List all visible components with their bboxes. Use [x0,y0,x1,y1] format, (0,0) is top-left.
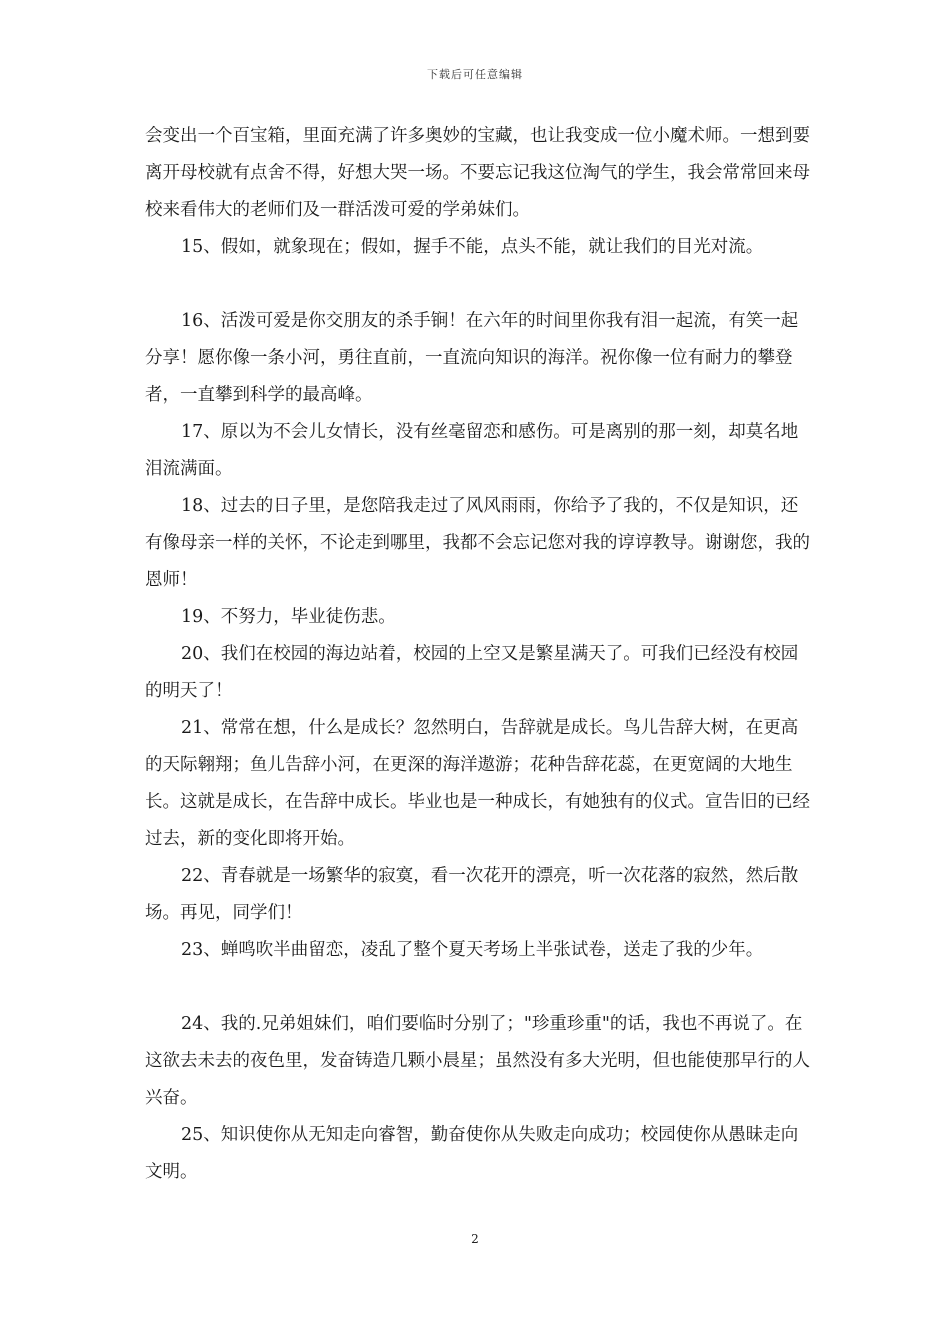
paragraph-18: 18、过去的日子里，是您陪我走过了风风雨雨，你给予了我的，不仅是知识，还有像母亲一样的关怀，不论走到哪里，我都不会忘记您对我的谆谆教导。谢谢您，我的恩师！ [145,496,810,590]
page-number: 2 [471,1232,479,1246]
paragraph-17: 17、原以为不会儿女情长，没有丝毫留恋和感伤。可是离别的那一刻，却莫名地泪流满面。 [145,422,799,479]
paragraph-22: 22、青春就是一场繁华的寂寞，看一次花开的漂亮，听一次花落的寂然，然后散场。再见，同学们！ [145,866,799,923]
paragraph-21: 21、常常在想，什么是成长？忽然明白，告辞就是成长。鸟儿告辞大树，在更高的天际翱翔；鱼儿告辞小河，在更深的海洋遨游；花种告辞花蕊，在更宽阔的大地生长。这就是成长，在告辞中成长。毕业也是一种成长，有她独有的仪式。宣告旧的已经过去，新的变化即将开始。 [145,718,810,849]
paragraph-20: 20、我们在校园的海边站着，校园的上空又是繁星满天了。可我们已经没有校园的明天了！ [145,644,799,701]
paragraph-spacer [145,266,815,303]
page-header: 下载后可任意编辑 [427,68,523,81]
paragraph-continued: 会变出一个百宝箱，里面充满了许多奥妙的宝藏，也让我变成一位小魔术师。一想到要离开母校就有点舍不得，好想大哭一场。不要忘记我这位淘气的学生，我会常常回来母校来看伟大的老师们及一群活泼可爱的学弟妹们。 [145,126,810,220]
paragraph-15: 15、假如，就象现在；假如，握手不能，点头不能，就让我们的目光对流。 [181,237,764,257]
paragraph-spacer [145,969,815,1006]
paragraph-23: 23、蝉鸣吹半曲留恋，凌乱了整个夏天考场上半张试卷，送走了我的少年。 [181,940,764,960]
paragraph-16: 16、活泼可爱是你交朋友的杀手锏！在六年的时间里你我有泪一起流，有笑一起分享！愿你像一条小河，勇往直前，一直流向知识的海洋。祝你像一位有耐力的攀登者，一直攀到科学的最高峰。 [145,311,799,405]
paragraph-19: 19、不努力，毕业徒伤悲。 [181,607,396,627]
paragraph-25: 25、知识使你从无知走向睿智，勤奋使你从失败走向成功；校园使你从愚昧走向文明。 [145,1125,799,1182]
paragraph-24: 24、我的.兄弟姐妹们，咱们要临时分别了；"珍重珍重"的话，我也不再说了。在这欲去未去的夜色里，发奋铸造几颗小晨星；虽然没有多大光明，但也能使那早行的人兴奋。 [145,1014,810,1108]
document-body [145,118,815,1191]
